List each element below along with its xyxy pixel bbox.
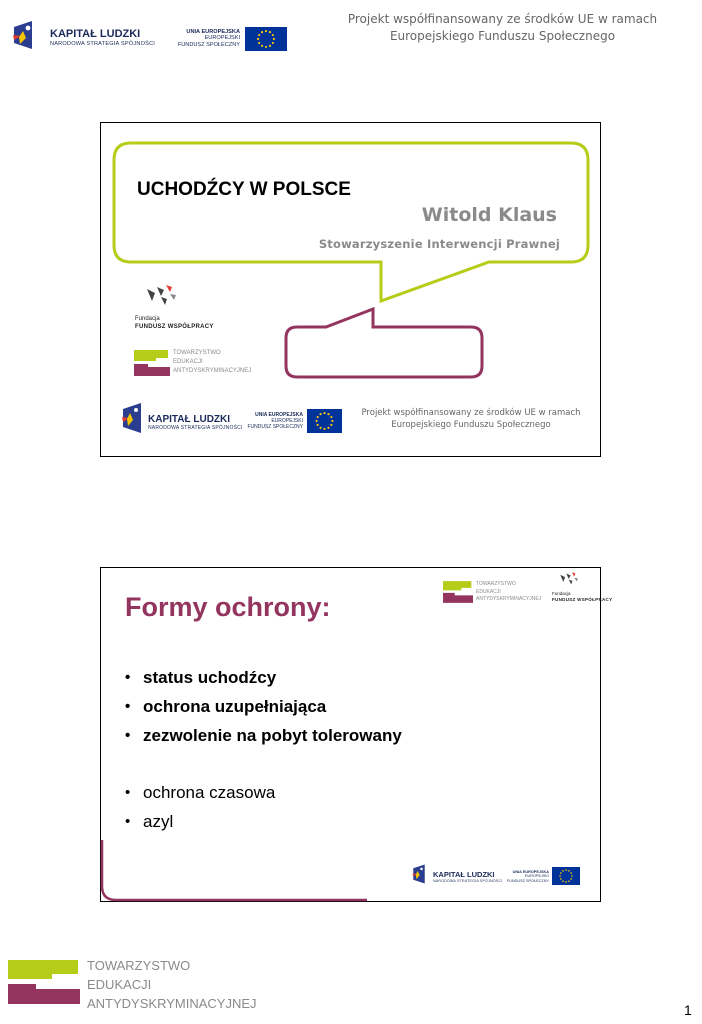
eu-star: [565, 869, 567, 871]
eu-star: [570, 878, 572, 880]
eu-star: [261, 45, 263, 47]
eu-line3: FUNDUSZ SPOŁECZNY: [506, 878, 549, 883]
eu-star: [319, 427, 321, 429]
slide-forms-of-protection: [100, 567, 613, 902]
eu-star: [323, 428, 325, 430]
towarzystwo-line3: ANTYDYSKRYMINACYJNEJ: [476, 596, 542, 602]
kapital-ludzki-logo-icon: [412, 862, 426, 886]
eu-star: [261, 31, 263, 33]
eu-star: [327, 427, 329, 429]
fundusz-wspolpracy-birds-icon: [559, 571, 581, 587]
towarzystwo-line2: EDUKACJI: [87, 977, 152, 992]
eu-star: [269, 31, 271, 33]
kapital-ludzki-subtitle: NARODOWA STRATEGIA SPÓJNOŚCI: [50, 41, 156, 47]
eu-star: [272, 42, 274, 44]
eu-star: [568, 870, 570, 872]
eu-text: [170, 29, 240, 48]
eu-star: [273, 38, 275, 40]
fundacja-line2: FUNDUSZ WSPÓŁPRACY: [552, 597, 613, 602]
eu-star: [571, 875, 573, 877]
project-line2: Europejskiego Funduszu Społecznego: [389, 29, 616, 43]
kapital-ludzki-subtitle: NARODOWA STRATEGIA SPÓJNOŚCI: [433, 879, 503, 883]
slide-title: [100, 122, 601, 457]
protection-forms-list: [123, 667, 402, 840]
list-item: • ochrona uzupełniająca: [123, 696, 402, 725]
eu-star: [265, 30, 267, 32]
eu-star: [257, 38, 259, 40]
project-line2: Europejskiego Funduszu Społecznego: [391, 420, 551, 430]
towarzystwo-logo-icon: [134, 350, 170, 376]
eu-line2: EUROPEJSKI: [271, 417, 303, 424]
kapital-ludzki-logo-icon: [121, 401, 143, 435]
eu-text: [501, 870, 549, 883]
towarzystwo-line1: TOWARZYSTWO: [476, 581, 516, 587]
towarzystwo-logo-icon: [443, 581, 473, 603]
fundacja-line1: Fundacja: [135, 316, 160, 322]
towarzystwo-logo-icon: [8, 960, 80, 1004]
eu-star: [568, 880, 570, 882]
eu-star: [327, 413, 329, 415]
eu-flag-icon: [245, 27, 287, 51]
kapital-ludzki-logo-icon: [10, 17, 46, 53]
project-line1: Projekt współfinansowany ze środków UE w ramach: [361, 408, 581, 418]
eu-star: [559, 875, 561, 877]
towarzystwo-text: [173, 349, 251, 376]
eu-star: [560, 872, 562, 874]
eu-text: [241, 413, 303, 430]
project-cofinancing-text: [345, 11, 660, 45]
eu-line1: UNIA EUROPEJSKA: [512, 870, 549, 874]
list-item: • azyl: [123, 811, 402, 840]
eu-star: [562, 880, 564, 882]
eu-star: [560, 878, 562, 880]
eu-line2: EUROPEJSKI: [204, 35, 240, 42]
eu-line1: UNIA EUROPEJSKA: [186, 29, 240, 35]
kapital-ludzki-title: KAPITAŁ LUDZKI: [50, 28, 141, 40]
towarzystwo-line2: EDUKACJI: [476, 588, 501, 595]
eu-star: [323, 412, 325, 414]
towarzystwo-text: [476, 581, 541, 604]
towarzystwo-line1: TOWARZYSTWO: [173, 350, 221, 356]
eu-line2: EUROPEJSKI: [524, 874, 549, 879]
eu-star: [269, 45, 271, 47]
eu-line3: FUNDUSZ SPOŁECZNY: [177, 41, 240, 48]
slide2-title: Formy ochrony:: [125, 592, 331, 622]
eu-star: [319, 413, 321, 415]
eu-star: [316, 420, 318, 422]
list-item: • zezwolenie na pobyt tolerowany: [123, 725, 402, 754]
slide1-author: Witold Klaus: [421, 204, 557, 226]
eu-line1: UNIA EUROPEJSKA: [255, 412, 303, 418]
fundusz-wspolpracy-birds-icon: [145, 283, 181, 309]
towarzystwo-line2: EDUKACJI: [173, 359, 203, 365]
eu-star: [272, 34, 274, 36]
list-item: • ochrona czasowa: [123, 782, 402, 811]
slide1-title: UCHODŹCY W POLSCE: [137, 179, 351, 200]
towarzystwo-line3: ANTYDYSKRYMINACYJNEJ: [87, 996, 257, 1011]
eu-star: [317, 424, 319, 426]
eu-star: [265, 46, 267, 48]
fundacja-line2: FUNDUSZ WSPÓŁPRACY: [135, 324, 214, 330]
eu-star: [331, 420, 333, 422]
eu-flag-icon: [307, 409, 342, 433]
project-cofinancing-text: [361, 407, 581, 431]
project-line1: Projekt współfinansowany ze środków UE w ramach: [347, 12, 658, 26]
towarzystwo-line3: ANTYDYSKRYMINACYJNEJ: [173, 368, 252, 374]
eu-star: [565, 881, 567, 883]
page-number: 1: [684, 1002, 692, 1018]
eu-star: [317, 416, 319, 418]
eu-star: [330, 416, 332, 418]
kapital-ludzki-title: KAPITAŁ LUDZKI: [148, 414, 231, 425]
eu-star: [570, 872, 572, 874]
slide1-organization: Stowarzyszenie Interwencji Prawnej: [318, 237, 560, 251]
eu-star: [258, 42, 260, 44]
kapital-ludzki-subtitle: NARODOWA STRATEGIA SPÓJNOŚCI: [148, 425, 243, 431]
list-item: • status uchodźcy: [123, 667, 402, 696]
eu-flag-icon: [552, 867, 580, 885]
eu-star: [330, 424, 332, 426]
towarzystwo-text: [87, 956, 257, 1013]
kapital-ludzki-title: KAPITAŁ LUDZKI: [433, 870, 495, 879]
eu-line3: FUNDUSZ SPOŁECZNY: [247, 423, 303, 430]
fundacja-line1: Fundacja: [552, 591, 571, 596]
eu-star: [258, 34, 260, 36]
towarzystwo-line1: TOWARZYSTWO: [87, 958, 191, 973]
eu-star: [562, 870, 564, 872]
